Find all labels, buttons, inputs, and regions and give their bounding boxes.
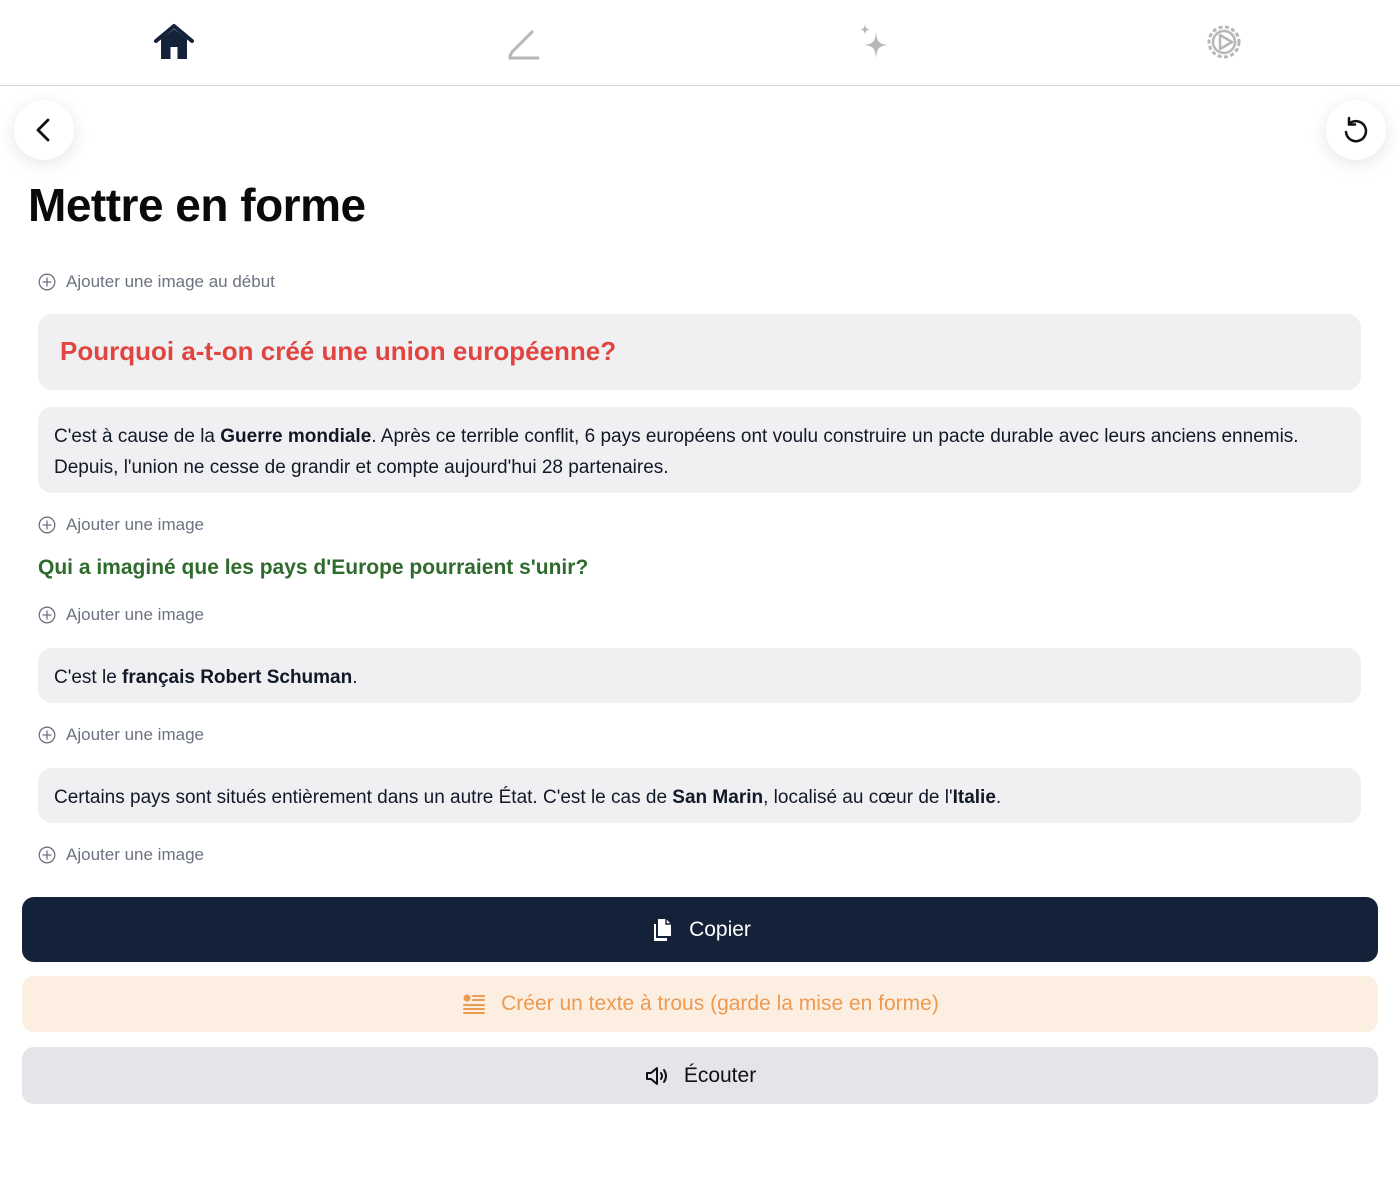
listen-label: Écouter bbox=[683, 1063, 757, 1087]
paragraph-text: . bbox=[352, 667, 358, 688]
back-button[interactable] bbox=[14, 100, 74, 160]
bold-text: Italie bbox=[952, 787, 996, 808]
plus-circle-icon bbox=[38, 273, 56, 291]
paragraph-text: C'est à cause de la bbox=[54, 426, 221, 447]
sparkles-icon bbox=[852, 20, 896, 64]
plus-circle-icon bbox=[38, 516, 56, 534]
paragraph-text: . Après ce terrible conflit, 6 pays européens ont voulu construire un pacte durable avec leurs anciens ennemis. Depuis, l'union ne cesse de grandir et compte aujourd'hui 28 partenaires. bbox=[54, 426, 1299, 478]
tab-bar bbox=[0, 0, 1400, 86]
paragraph-block-2[interactable] bbox=[38, 648, 1361, 703]
home-icon bbox=[152, 20, 196, 64]
add-image-start-button[interactable] bbox=[38, 270, 275, 294]
plus-circle-icon bbox=[38, 726, 56, 744]
paragraph-text: . bbox=[995, 787, 1002, 808]
tab-settings[interactable] bbox=[1200, 18, 1248, 66]
paragraph-text: Certains pays sont situés entièrement dans un autre État. C'est le cas de bbox=[54, 787, 673, 808]
rotate-ccw-icon bbox=[1341, 115, 1371, 145]
add-image-button[interactable] bbox=[38, 843, 204, 867]
add-image-label: Ajouter une image bbox=[66, 725, 204, 744]
tab-ai[interactable] bbox=[850, 18, 898, 66]
speaker-icon bbox=[644, 1063, 670, 1089]
paragraph-block-3[interactable] bbox=[38, 768, 1361, 823]
listen-button[interactable] bbox=[22, 1047, 1378, 1104]
reset-button[interactable] bbox=[1326, 100, 1386, 160]
paragraph-text: C'est le bbox=[54, 667, 123, 688]
paragraph-block-1[interactable] bbox=[38, 407, 1361, 493]
heading2-text[interactable]: Qui a imaginé que les pays d'Europe pourraient s'unir? bbox=[38, 556, 589, 579]
add-image-label: Ajouter une image bbox=[66, 605, 204, 624]
add-image-label: Ajouter une image bbox=[66, 845, 204, 864]
pencil-icon bbox=[502, 20, 546, 64]
copy-icon bbox=[649, 917, 675, 943]
add-image-button[interactable] bbox=[38, 513, 204, 537]
bold-text: Guerre mondiale bbox=[220, 426, 372, 447]
tab-home[interactable] bbox=[150, 18, 198, 66]
add-image-button[interactable] bbox=[38, 603, 204, 627]
heading1-block[interactable] bbox=[38, 314, 1361, 390]
bold-text: San Marin bbox=[672, 787, 764, 808]
chevron-left-icon bbox=[29, 115, 59, 145]
add-image-label: Ajouter une image bbox=[66, 515, 204, 534]
copy-label: Copier bbox=[689, 917, 751, 941]
page-title: Mettre en forme bbox=[28, 179, 366, 231]
tab-edit[interactable] bbox=[500, 18, 548, 66]
add-image-button[interactable] bbox=[38, 723, 204, 747]
create-cloze-label: Créer un texte à trous (garde la mise en forme) bbox=[501, 992, 939, 1015]
create-cloze-button[interactable] bbox=[22, 976, 1378, 1032]
copy-button[interactable] bbox=[22, 897, 1378, 962]
paragraph-text: , localisé au cœur de l' bbox=[763, 787, 953, 808]
plus-circle-icon bbox=[38, 606, 56, 624]
add-image-label: Ajouter une image au début bbox=[66, 272, 275, 291]
settings-icon bbox=[1202, 20, 1246, 64]
heading1-text: Pourquoi a-t-on créé une union européenne? bbox=[60, 336, 617, 366]
list-text-icon bbox=[461, 991, 487, 1017]
plus-circle-icon bbox=[38, 846, 56, 864]
bold-text: français Robert Schuman bbox=[122, 667, 353, 688]
